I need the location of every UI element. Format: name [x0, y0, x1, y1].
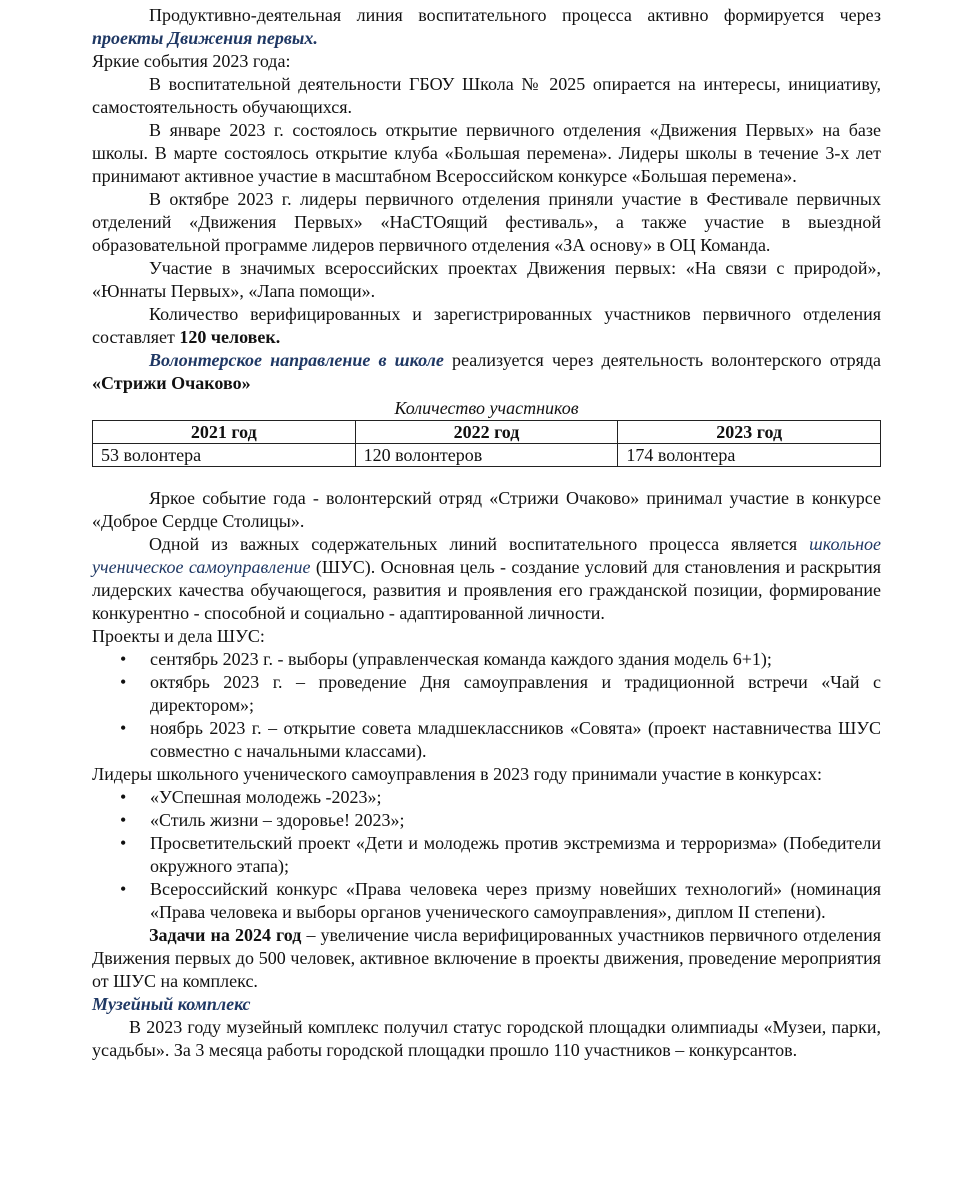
table-caption: Количество участников [394, 398, 579, 418]
section-heading-museum: Музейный комплекс [92, 994, 251, 1014]
paragraph-shus [92, 533, 881, 625]
squad-name: «Стрижи Очаково» [92, 373, 251, 393]
list-item [120, 809, 881, 832]
table-row [93, 444, 881, 467]
paragraph-projects: Участие в значимых всероссийских проектах Движения первых: «На связи с природой», «Юннаты Первых», «Лапа помощи». [92, 258, 881, 301]
paragraph-activity: В воспитательной деятельности ГБОУ Школа № 2025 опирается на интересы, инициативу, самостоятельность обучающихся. [92, 74, 881, 117]
list-item-text: Всероссийский конкурс «Права человека через призму новейших технологий» (номинация «Права человека и выборы органов ученического самоуправления», диплом II степени). [150, 879, 881, 922]
participant-count: 120 человек. [179, 327, 281, 347]
bullet-icon: • [120, 833, 127, 853]
list-item [120, 648, 881, 671]
highlight-shus: школьное ученическое самоуправление [92, 534, 881, 577]
table-cell: 174 волонтера [618, 444, 881, 467]
bullet-icon: • [120, 718, 127, 738]
bullet-icon: • [120, 787, 127, 807]
list-item-text: октябрь 2023 г. – проведение Дня самоуправления и традиционной встречи «Чай с директором»; [150, 672, 881, 715]
paragraph-contests-heading: Лидеры школьного ученического самоуправления в 2023 году принимали участие в конкурсах: [92, 764, 822, 784]
tasks-heading: Задачи на 2024 год [149, 925, 302, 945]
list-item-text: «УСпешная молодежь -2023»; [150, 787, 382, 807]
paragraph-tasks-2024 [92, 924, 881, 993]
list-item-text: Просветительский проект «Дети и молодежь против экстремизма и терроризма» (Победители окружного этапа); [150, 833, 881, 876]
list-item-text: сентябрь 2023 г. - выборы (управленческая команда каждого здания модель 6+1); [150, 649, 772, 669]
bullet-icon: • [120, 672, 127, 692]
paragraph-volunteer [92, 349, 881, 395]
paragraph-event-year: Яркое событие года - волонтерский отряд «Стрижи Очаково» принимал участие в конкурсе «Доброе Сердце Столицы». [92, 488, 881, 531]
table-cell: 120 волонтеров [355, 444, 618, 467]
list-item [120, 671, 881, 717]
bullet-icon: • [120, 879, 127, 899]
paragraph-october: В октябре 2023 г. лидеры первичного отделения приняли участие в Фестивале первичных отделений «Движения Первых» «НаСТОящий фестиваль», а также участие в выездной образовательной программе лидеров первичного отделения «ЗА основу» в ОЦ Команда. [92, 189, 881, 255]
table-header-cell: 2023 год [618, 421, 881, 444]
shus-projects-list [92, 648, 881, 763]
list-item [120, 878, 881, 924]
list-item [120, 832, 881, 878]
paragraph-museum: В 2023 году музейный комплекс получил статус городской площадки олимпиады «Музеи, парки, усадьбы». За 3 месяца работы городской площадки прошло 110 участников – конкурсантов. [92, 1017, 881, 1060]
table-cell: 53 волонтера [93, 444, 356, 467]
paragraph-shus-projects-heading: Проекты и дела ШУС: [92, 626, 265, 646]
list-item-text: «Стиль жизни – здоровье! 2023»; [150, 810, 405, 830]
paragraph-events-heading: Яркие события 2023 года: [92, 51, 291, 71]
paragraph-count [92, 303, 881, 349]
volunteers-table [92, 420, 881, 467]
paragraph-january: В январе 2023 г. состоялось открытие первичного отделения «Движения Первых» на базе школы. В марте состоялось открытие клуба «Большая перемена». Лидеры школы в течение 3-х лет принимают активное участие в масштабном Всероссийском конкурсе «Большая перемена». [92, 120, 881, 186]
list-item-text: ноябрь 2023 г. – открытие совета младшеклассников «Совята» (проект наставничества ШУС совместно с начальными классами). [150, 718, 881, 761]
paragraph-text: реализуется через деятельность волонтерского отряда [443, 350, 881, 370]
table-header-cell: 2021 год [93, 421, 356, 444]
table-header-row [93, 421, 881, 444]
bullet-icon: • [120, 810, 127, 830]
paragraph-text: (ШУС). Основная цель - создание условий для становления и раскрытия лидерских качества обучающегося, развития и проявления его гражданской позиции, формирование конкурентно - способной и социально - адаптированной личности. [92, 557, 881, 623]
contests-list [92, 786, 881, 924]
paragraph-intro [92, 4, 881, 50]
paragraph-text: Количество верифицированных и зарегистрированных участников первичного отделения составляет [92, 304, 881, 347]
highlight-volunteer: Волонтерское направление в школе [149, 350, 444, 370]
bullet-icon: • [120, 649, 127, 669]
list-item [120, 717, 881, 763]
table-header-cell: 2022 год [355, 421, 618, 444]
paragraph-text: Продуктивно-деятельная линия воспитательного процесса активно формируется через [149, 5, 881, 25]
paragraph-text: – увеличение числа верифицированных участников первичного отделения Движения первых до 500 человек, активное включение в проекты движения, проведение мероприятия от ШУС на комплекс. [92, 925, 882, 991]
list-item [120, 786, 881, 809]
paragraph-text: Одной из важных содержательных линий воспитательного процесса является [149, 534, 810, 554]
highlight-projects: проекты Движения первых. [92, 28, 318, 48]
